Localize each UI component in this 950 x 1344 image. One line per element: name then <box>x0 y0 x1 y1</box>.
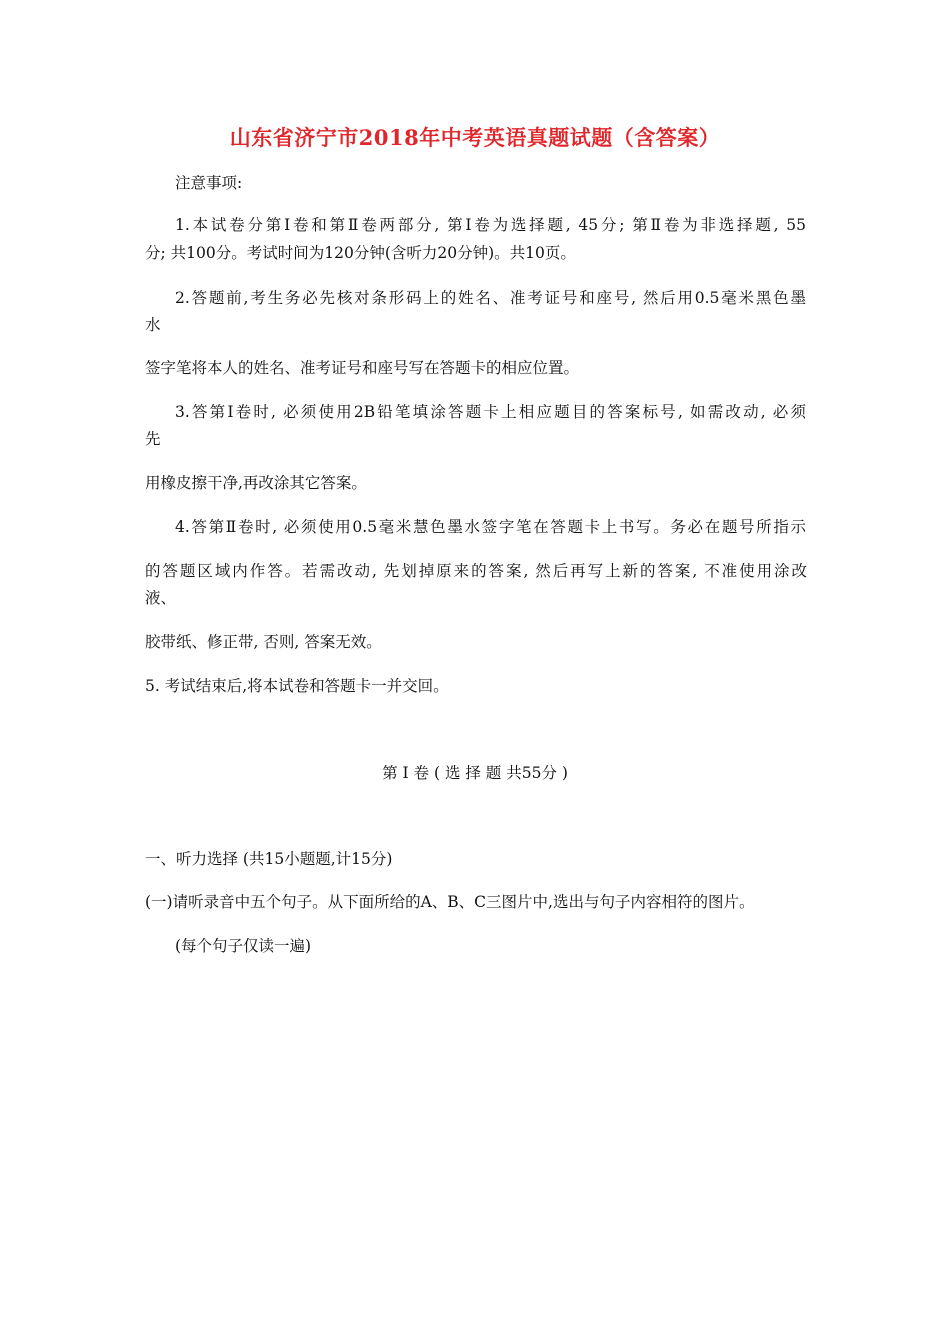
section-heading: 第 Ⅰ 卷 ( 选 择 题 共55分 ) <box>382 764 568 782</box>
part-note: (每个句子仅读一遍) <box>175 937 312 955</box>
rule-4-line-1: 4.答第Ⅱ卷时, 必须使用0.5毫米慧色墨水签字笔在答题卡上书写。务必在题号所指示 <box>175 518 806 536</box>
rule-4-line-4: 胶带纸、修正带, 否则, 答案无效。 <box>145 633 382 651</box>
rule-5-line-1: 5. 考试结束后,将本试卷和答题卡一并交回。 <box>145 677 449 695</box>
rule-2-line-1: 2.答题前,考生务必先核对条形码上的姓名、准考证号和座号, 然后用0.5毫米黑色墨 <box>175 289 806 307</box>
notice-heading: 注意事项: <box>175 174 243 192</box>
rule-4-line-2: 的答题区域内作答。若需改动, 先划掉原来的答案, 然后再写上新的答案, 不准使用涂改 <box>145 562 807 580</box>
rule-4-line-3: 液、 <box>145 589 177 607</box>
rule-3-line-2: 先 <box>145 430 161 448</box>
rule-1-line-1: 1.本试卷分第Ⅰ卷和第Ⅱ卷两部分, 第Ⅰ卷为选择题, 45分; 第Ⅱ卷为非选择题, 55 <box>175 216 806 234</box>
rule-1-line-2: 分; 共100分。考试时间为120分钟(含听力20分钟)。共10页。 <box>145 244 576 262</box>
part-instruction: (一)请听录音中五个句子。从下面所给的A、B、C三图片中,选出与句子内容相符的图片。 <box>145 893 755 911</box>
rule-3-line-3: 用橡皮擦干净,再改涂其它答案。 <box>145 474 367 492</box>
rule-3-line-1: 3.答第Ⅰ卷时, 必须使用2B铅笔填涂答题卡上相应题目的答案标号, 如需改动, 必须 <box>175 403 806 421</box>
document-title: 山东省济宁市2018年中考英语真题试题（含答案） <box>229 125 721 150</box>
part-heading: 一、听力选择 (共15小题题,计15分) <box>145 850 393 868</box>
rule-2-line-2: 水 <box>145 316 161 334</box>
rule-2-line-3: 签字笔将本人的姓名、准考证号和座号写在答题卡的相应位置。 <box>145 359 580 377</box>
